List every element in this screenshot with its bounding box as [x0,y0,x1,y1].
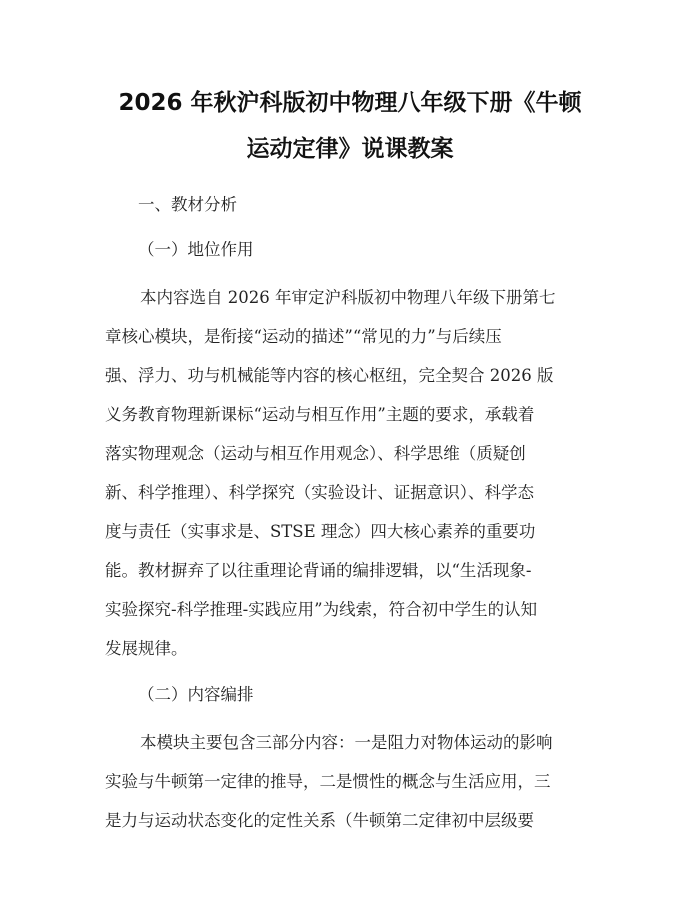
paragraph-line: 义务教育物理新课标“运动与相互作用”主题的要求，承载着 [105,405,535,424]
section-heading-teaching-material-analysis: 一、教材分析 [138,195,237,214]
paragraph-line: 本模块主要包含三部分内容：一是阻力对物体运动的影响 [140,733,553,752]
paragraph-line: 能。教材摒弃了以往重理论背诵的编排逻辑，以“生活现象- [105,561,532,580]
document-title-line-1: 2026 年秋沪科版初中物理八年级下册《牛顿 [118,90,582,116]
paragraph-line: 度与责任（实事求是、STSE 理念）四大核心素养的重要功 [105,522,536,541]
subsection-heading-content-arrangement: （二）内容编排 [138,685,254,704]
paragraph-line: 新、科学推理）、科学探究（实验设计、证据意识）、科学态 [105,483,534,502]
paragraph-line: 章核心模块，是衔接“运动的描述”“常见的力”与后续压 [105,327,502,346]
paragraph-line: 强、浮力、功与机械能等内容的核心枢纽，完全契合 2026 版 [105,366,554,385]
document-title-line-2: 运动定律》说课教案 [246,136,454,162]
paragraph-line: 实验与牛顿第一定律的推导，二是惯性的概念与生活应用，三 [105,772,551,791]
subsection-heading-position-role: （一）地位作用 [138,240,254,259]
paragraph-line: 本内容选自 2026 年审定沪科版初中物理八年级下册第七 [140,288,556,307]
paragraph-line: 是力与运动状态变化的定性关系（牛顿第二定律初中层级要 [105,811,534,830]
paragraph-line: 发展规律。 [105,639,188,658]
paragraph-line: 实验探究-科学推理-实践应用”为线索，符合初中学生的认知 [105,600,538,619]
paragraph-line: 落实物理观念（运动与相互作用观念）、科学思维（质疑创 [105,444,526,463]
